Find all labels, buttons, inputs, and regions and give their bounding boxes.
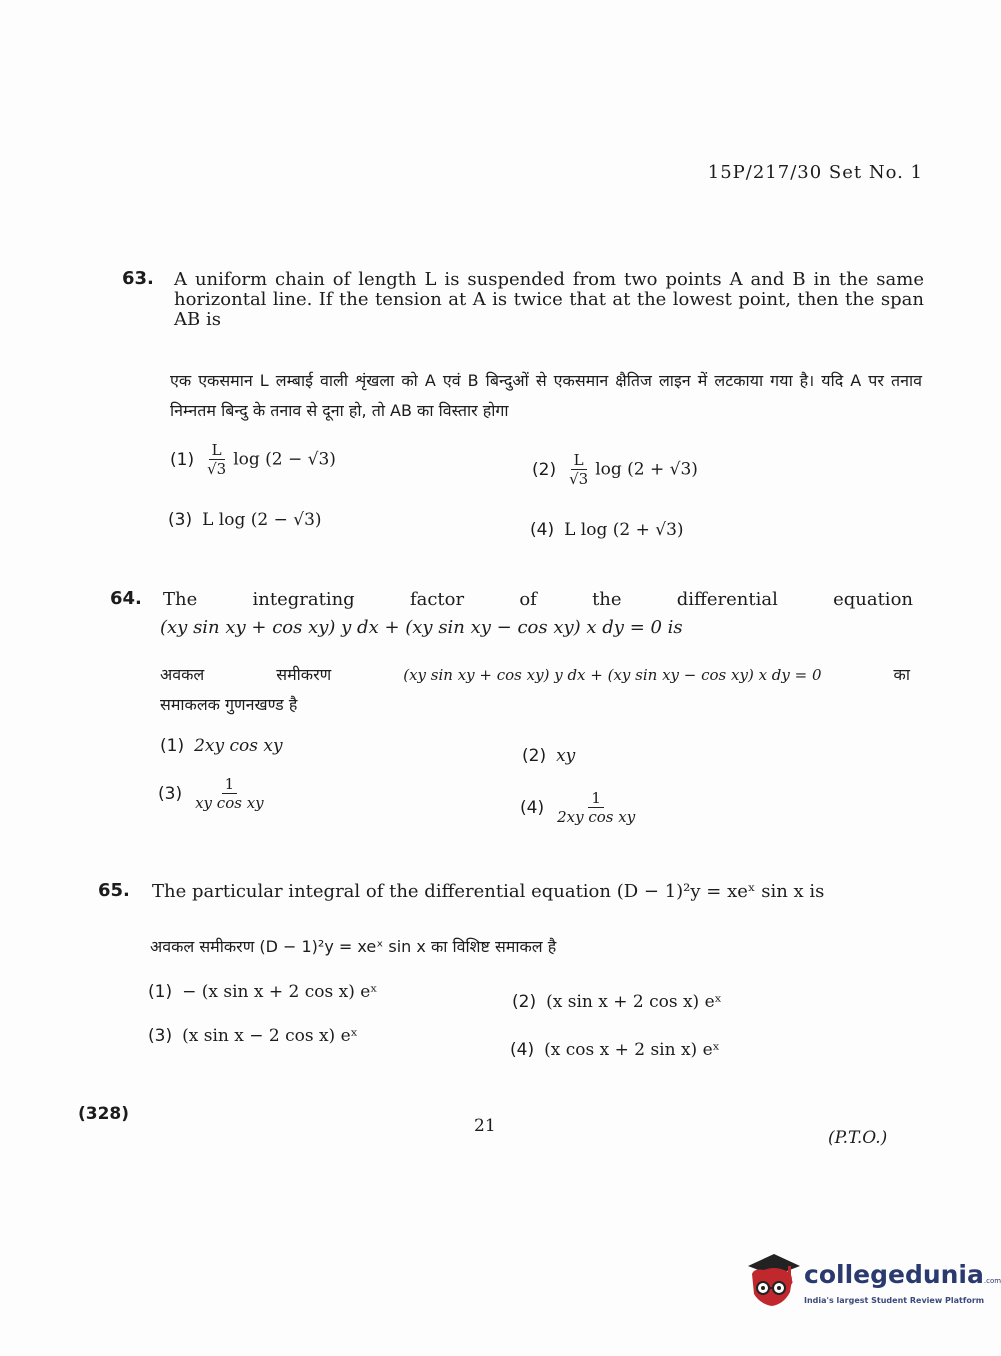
option-4	[510, 1040, 720, 1060]
word: the	[592, 589, 622, 610]
word: differential	[676, 589, 778, 610]
fraction	[204, 442, 229, 478]
option-text: (x cos x + 2 sin x) eˣ	[544, 1040, 720, 1060]
option-3	[148, 1026, 358, 1046]
option-label: (3)	[168, 510, 193, 530]
question-number: 65.	[98, 880, 130, 901]
booklet-code: (328)	[78, 1104, 130, 1124]
option-3	[158, 776, 271, 812]
option-text: log (2 − √3)	[233, 449, 336, 470]
page-number: 21	[474, 1116, 496, 1136]
option-text: xy	[556, 746, 576, 766]
option-4	[520, 790, 642, 826]
option-label: (2)	[522, 746, 547, 766]
word: of	[519, 589, 537, 610]
option-1	[148, 982, 378, 1002]
fraction-denominator: 2xy cos xy	[557, 808, 636, 826]
brand-wordmark	[804, 1260, 1001, 1289]
option-label: (4)	[530, 520, 555, 540]
option-3	[168, 510, 322, 530]
option-text: 2xy cos xy	[194, 736, 283, 756]
hindi-equation: (xy sin xy + cos xy) y dx + (xy sin xy − cos xy) x dy = 0	[403, 666, 822, 684]
brand-name: collegedunia	[804, 1260, 984, 1289]
option-text: (x sin x − 2 cos x) eˣ	[182, 1026, 358, 1046]
fraction-numerator: 1	[588, 790, 604, 808]
option-text: − (x sin x + 2 cos x) eˣ	[182, 982, 378, 1002]
question-text-english: A uniform chain of length L is suspended from two points A and B in the same horizontal line. If the tension at A is twice that at the lowest point, then the span AB is	[174, 269, 924, 330]
fraction	[566, 452, 591, 488]
option-text: L log (2 − √3)	[202, 510, 322, 530]
question-text-english-line1	[163, 590, 913, 610]
option-label: (1)	[148, 982, 173, 1002]
collegedunia-logo	[744, 1252, 1001, 1312]
question-text-hindi-line2: समाकलक गुणनखण्ड है	[160, 695, 298, 714]
fraction-numerator: L	[571, 452, 587, 470]
option-2	[522, 746, 575, 766]
question-equation-english: (xy sin xy + cos xy) y dx + (xy sin xy − cos xy) x dy = 0 is	[160, 617, 683, 638]
question-text-hindi: एक एकसमान L लम्बाई वाली शृंखला को A एवं B बिन्दुओं से एकसमान क्षैतिज लाइन में लटकाया गया है। यदि A पर तनाव निम्नतम बिन्दु के तनाव से दूना हो, तो AB का विस्तार होगा	[170, 371, 922, 420]
word: integrating	[252, 589, 355, 610]
paper-code: 15P/217/30 Set No. 1	[707, 162, 923, 183]
fraction	[192, 776, 267, 812]
brand-suffix: .com	[983, 1277, 1001, 1285]
fraction-denominator: √3	[569, 470, 589, 488]
option-2	[532, 452, 698, 488]
mascot-icon	[744, 1252, 802, 1310]
brand-tagline: India's largest Student Review Platform	[804, 1296, 985, 1305]
option-1	[170, 442, 336, 478]
option-2	[512, 992, 722, 1012]
question-number: 63.	[122, 268, 154, 289]
word: The	[163, 589, 198, 610]
option-label: (2)	[512, 992, 537, 1012]
fraction	[554, 790, 638, 826]
fraction-denominator: √3	[207, 460, 227, 478]
word: equation	[833, 589, 913, 610]
option-text: L log (2 + √3)	[564, 520, 684, 540]
question-text-hindi-line1	[160, 660, 910, 690]
option-1	[160, 736, 283, 756]
hindi-word: का	[893, 665, 910, 684]
fraction-denominator: xy cos xy	[195, 794, 264, 812]
word: factor	[409, 589, 465, 610]
question-number: 64.	[110, 588, 142, 609]
fraction-numerator: L	[209, 442, 225, 460]
option-label: (3)	[148, 1026, 173, 1046]
option-4	[530, 520, 684, 540]
option-label: (4)	[510, 1040, 535, 1060]
hindi-word: समीकरण	[276, 665, 332, 684]
fraction-numerator: 1	[222, 776, 238, 794]
option-label: (2)	[532, 459, 557, 480]
option-label: (1)	[170, 449, 195, 470]
option-text: log (2 + √3)	[595, 459, 698, 480]
hindi-word: अवकल	[160, 665, 205, 684]
option-label: (4)	[520, 797, 545, 818]
pto-note: (P.T.O.)	[828, 1128, 888, 1148]
option-text: (x sin x + 2 cos x) eˣ	[546, 992, 722, 1012]
question-text-hindi: अवकल समीकरण (D − 1)²y = xeˣ sin x का विशिष्ट समाकल है	[150, 937, 557, 956]
option-label: (3)	[158, 783, 183, 804]
question-text-english: The particular integral of the differential equation (D − 1)²y = xeˣ sin x is	[152, 881, 825, 902]
option-label: (1)	[160, 736, 185, 756]
